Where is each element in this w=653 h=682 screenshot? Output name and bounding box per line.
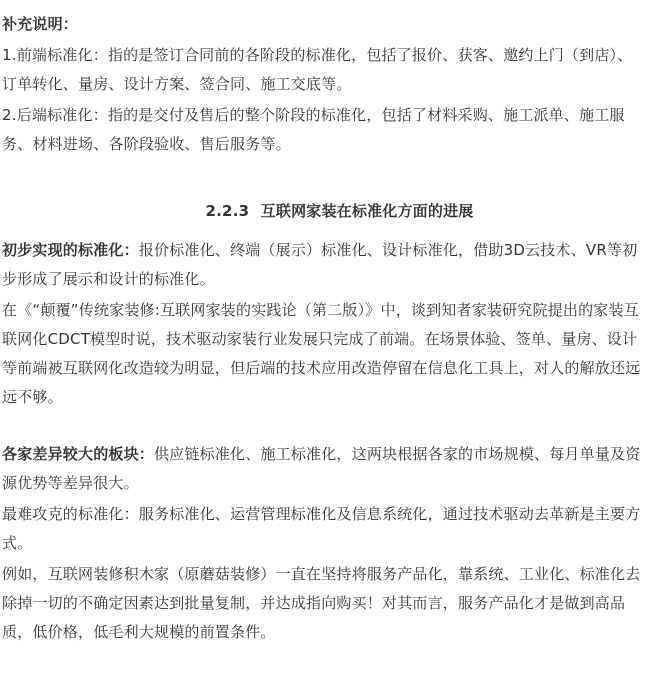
supplement-heading: 补充说明： (2, 15, 79, 33)
section-title (2, 197, 647, 226)
article-body (0, 10, 653, 682)
difference-paragraph (2, 440, 647, 498)
progress-text: 报价标准化、终端（展示）标准化、设计标准化，借助3D云技术、VR等初步形成了展示和设计的标准化。 (2, 241, 638, 288)
supplement-item-frontend: 1.前端标准化：指的是签订合同前的各阶段的标准化，包括了报价、获客、邀约上门（到店）、订单转化、量房、设计方案、签合同、施工交底等。 (2, 46, 633, 93)
progress-lead: 初步实现的标准化： (2, 241, 139, 259)
difference-paragraph-3: 例如，互联网装修积木家（原蘑菇装修）一直在坚持将服务产品化，靠系统、工业化、标准化去除掉一切的不确定因素达到批量复制，并达成指向购买！对其而言，服务产品化才是做到高品质，低价格，低毛利大规模的前置条件。 (2, 565, 641, 641)
section-title-text: 互联网家装在标准化方面的进展 (260, 202, 474, 220)
section-number: 2.2.3 (205, 202, 250, 220)
difference-paragraph-2: 最难攻克的标准化：服务标准化、运营管理标准化及信息系统化，通过技术驱动去革新是主要方式。 (2, 505, 641, 552)
progress-paragraph-2: 在《“颠覆”传统家装修:互联网家装的实践论（第二版）》中，谈到知者家装研究院提出的家装互联网化CDCT模型时说，技术驱动家装行业发展只完成了前端。在场景体验、签单、量房、设计等前端被互联网化改造较为明显，但后端的技术应用改造停留在信息化工具上，对人的解放还远远不够。 (2, 301, 641, 406)
progress-paragraph (2, 236, 647, 294)
difference-lead: 各家差异较大的板块： (2, 445, 155, 463)
difference-text: 供应链标准化、施工标准化，这两块根据各家的市场规模、每月单量及资源优势等差异很大。 (2, 445, 641, 492)
supplement-item-backend: 2.后端标准化：指的是交付及售后的整个阶段的标准化，包括了材料采购、施工派单、施工服务、材料进场、各阶段验收、售后服务等。 (2, 106, 625, 153)
